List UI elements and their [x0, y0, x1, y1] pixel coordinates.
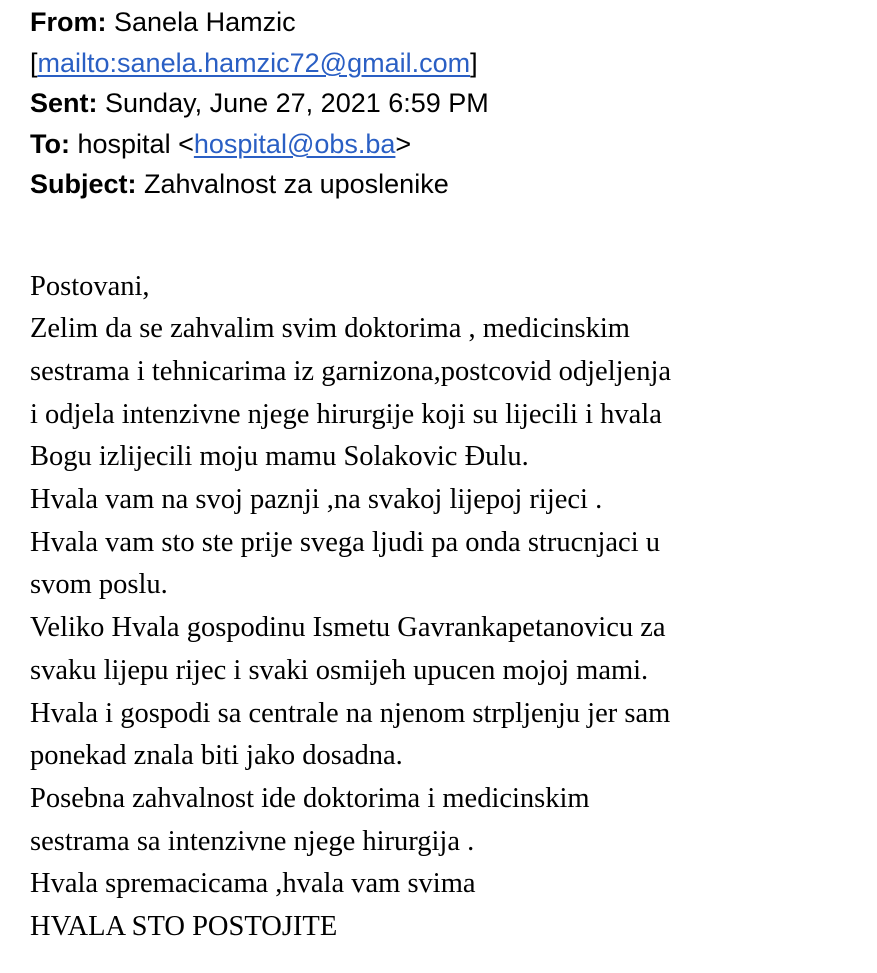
body-line: svom poslu.: [30, 569, 168, 601]
body-line: Hvala vam sto ste prije svega ljudi pa onda strucnjaci u: [30, 526, 660, 558]
to-label: To:: [30, 128, 70, 159]
bracket-close: ]: [470, 47, 478, 78]
body-line: Veliko Hvala gospodinu Ismetu Gavrankapetanovicu za: [30, 612, 666, 644]
email-message: [30, 0, 870, 949]
recipient-email-link[interactable]: hospital@obs.ba: [193, 128, 396, 159]
body-line: sestrama sa intenzivne njege hirurgija .: [30, 825, 475, 857]
from-mailto-row: [30, 43, 870, 84]
subject-label: Subject:: [30, 169, 137, 199]
angle-close: >: [395, 128, 412, 159]
body-line: ponekad znala biti jako dosadna.: [30, 740, 403, 772]
body-line: Postovani,: [30, 270, 150, 302]
body-line: Hvala i gospodi sa centrale na njenom strpljenju jer sam: [30, 697, 671, 729]
sender-mailto-link[interactable]: mailto:sanela.hamzic72@gmail.com: [37, 47, 471, 78]
from-label: From:: [30, 7, 107, 37]
body-line: svaku lijepu rijec i svaki osmijeh upucen mojoj mami.: [30, 654, 649, 686]
body-line: Hvala vam na svoj paznji ,na svakoj lijepoj rijeci .: [30, 484, 603, 516]
sent-label: Sent:: [30, 88, 98, 118]
angle-open: <: [178, 128, 194, 159]
to-name: hospital: [77, 128, 171, 159]
from-row: [30, 2, 870, 43]
email-header: [30, 0, 870, 205]
body-line: Hvala spremacicama ,hvala vam svima: [30, 868, 476, 900]
subject-row: [30, 164, 870, 205]
sent-row: [30, 83, 870, 124]
body-line: HVALA STO POSTOJITE: [30, 911, 338, 943]
body-line: Bogu izlijecili moju mamu Solakovic Đulu.: [30, 441, 529, 473]
sent-date: Sunday, June 27, 2021 6:59 PM: [105, 88, 489, 118]
body-line: sestrama i tehnicarima iz garnizona,postcovid odjeljenja: [30, 355, 672, 387]
subject-value: Zahvalnost za uposlenike: [144, 169, 449, 199]
email-body: [30, 266, 870, 949]
to-row: [30, 124, 870, 165]
from-name: Sanela Hamzic: [114, 7, 296, 37]
bracket-open: [: [30, 47, 38, 78]
body-line: Posebna zahvalnost ide doktorima i medicinskim: [30, 782, 590, 814]
body-line: Zelim da se zahvalim svim doktorima , medicinskim: [30, 313, 630, 345]
body-line: i odjela intenzivne njege hirurgije koji su lijecili i hvala: [30, 398, 662, 430]
